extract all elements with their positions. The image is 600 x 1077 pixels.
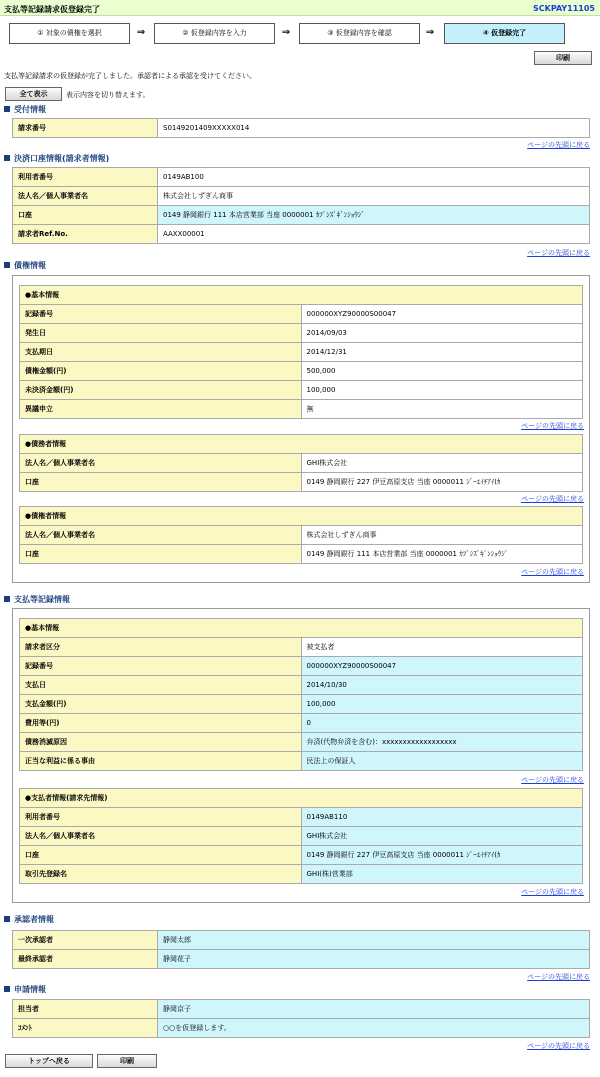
step-3: ③ 仮登録内容を確認 xyxy=(299,23,420,44)
section-marker-icon xyxy=(4,916,10,922)
field-label: 支払期日 xyxy=(20,343,302,362)
field-value: 静岡花子 xyxy=(158,950,590,969)
field-value: 0149 静岡銀行 227 伊豆高原支店 当座 0000011 ｼﾞｰｴｲﾁｱｲ(ｶ xyxy=(301,846,583,865)
section-title-request: 受付情報 xyxy=(4,104,46,115)
table-row xyxy=(13,206,590,225)
settlement-info-table xyxy=(12,167,590,244)
field-value: 100,000 xyxy=(301,695,583,714)
back-to-top-link[interactable]: ページの先頭に戻る xyxy=(521,776,584,784)
screen-id: SCKPAY11105 xyxy=(532,4,595,13)
table-row xyxy=(13,1019,590,1038)
field-label: 法人名／個人事業者名 xyxy=(13,187,158,206)
field-label: 費用等(円) xyxy=(20,714,302,733)
table-row xyxy=(13,950,590,969)
table-row xyxy=(20,305,583,324)
section-marker-icon xyxy=(4,596,10,602)
table-row xyxy=(20,473,583,492)
step-2: ② 仮登録内容を入力 xyxy=(154,23,275,44)
payment-basic-table xyxy=(19,618,583,771)
table-row xyxy=(20,526,583,545)
table-row xyxy=(13,1000,590,1019)
back-to-top-link[interactable]: ページの先頭に戻る xyxy=(521,422,584,430)
table-row xyxy=(20,827,583,846)
field-value: 0149AB110 xyxy=(301,808,583,827)
field-label: 担当者 xyxy=(13,1000,158,1019)
field-label: 正当な利益に係る事由 xyxy=(20,752,302,771)
field-value: GHI株式会社 xyxy=(301,454,583,473)
field-value: 2014/12/31 xyxy=(301,343,583,362)
back-to-top-page-button[interactable]: トップへ戻る xyxy=(5,1054,93,1068)
field-label: 債権金額(円) xyxy=(20,362,302,381)
section-marker-icon xyxy=(4,262,10,268)
table-row xyxy=(20,865,583,884)
field-label: 口座 xyxy=(20,545,302,564)
field-label: 未決済金額(円) xyxy=(20,381,302,400)
field-label: 一次承認者 xyxy=(13,931,158,950)
approver-info-table xyxy=(12,930,590,969)
field-label: 記録番号 xyxy=(20,305,302,324)
table-row xyxy=(20,381,583,400)
field-label: 法人名／個人事業者名 xyxy=(20,526,302,545)
field-label: 請求番号 xyxy=(13,119,158,138)
subsection-title: ●債務者情報 xyxy=(20,435,583,454)
claim-debtor-table xyxy=(19,434,583,492)
step-1: ① 対象の債権を選択 xyxy=(9,23,130,44)
field-value: AAXX00001 xyxy=(158,225,590,244)
field-value: 000000XYZ90000S00047 xyxy=(301,305,583,324)
field-value: S0149201409XXXXX014 xyxy=(158,119,590,138)
claim-creditor-table xyxy=(19,506,583,564)
field-label: 発生日 xyxy=(20,324,302,343)
field-value: 静岡太郎 xyxy=(158,931,590,950)
table-row xyxy=(20,324,583,343)
field-label: 記録番号 xyxy=(20,657,302,676)
subsection-title: ●債権者情報 xyxy=(20,507,583,526)
field-value: 0149 静岡銀行 227 伊豆高原支店 当座 0000011 ｼﾞｰｴｲﾁｱｲ(ｶ xyxy=(301,473,583,492)
field-label: 法人名／個人事業者名 xyxy=(20,454,302,473)
payment-payer-table xyxy=(19,788,583,884)
step-arrow-icon: ⇒ xyxy=(425,27,435,38)
section-marker-icon xyxy=(4,106,10,112)
subsection-title: ●基本情報 xyxy=(20,286,583,305)
table-row xyxy=(20,545,583,564)
table-row xyxy=(20,676,583,695)
show-all-button[interactable]: 全て表示 xyxy=(5,87,62,101)
field-value: ○○を仮登録します。 xyxy=(158,1019,590,1038)
back-to-top-link[interactable]: ページの先頭に戻る xyxy=(527,249,590,257)
back-to-top-link[interactable]: ページの先頭に戻る xyxy=(521,495,584,503)
completion-message: 支払等記録請求の仮登録が完了しました。承認者による承認を受けてください。 xyxy=(4,72,256,80)
table-row xyxy=(20,733,583,752)
field-label: ｺﾒﾝﾄ xyxy=(13,1019,158,1038)
field-label: 口座 xyxy=(20,846,302,865)
table-row xyxy=(20,695,583,714)
print-button-bottom[interactable]: 印刷 xyxy=(97,1054,157,1068)
field-label: 利用者番号 xyxy=(13,168,158,187)
field-value: 2014/10/30 xyxy=(301,676,583,695)
back-to-top-link[interactable]: ページの先頭に戻る xyxy=(521,888,584,896)
field-value: 100,000 xyxy=(301,381,583,400)
field-value: 0149AB100 xyxy=(158,168,590,187)
step-arrow-icon: ⇒ xyxy=(281,27,291,38)
back-to-top-link[interactable]: ページの先頭に戻る xyxy=(527,141,590,149)
print-button-top[interactable]: 印刷 xyxy=(534,51,592,65)
table-row xyxy=(20,714,583,733)
field-label: 請求者区分 xyxy=(20,638,302,657)
table-row xyxy=(13,119,590,138)
back-to-top-link[interactable]: ページの先頭に戻る xyxy=(527,973,590,981)
field-label: 口座 xyxy=(13,206,158,225)
back-to-top-link[interactable]: ページの先頭に戻る xyxy=(521,568,584,576)
show-all-description: 表示内容を切り替えます。 xyxy=(66,91,150,99)
table-row xyxy=(13,187,590,206)
table-row xyxy=(20,846,583,865)
field-value: GHI株式会社 xyxy=(301,827,583,846)
field-label: 異議申立 xyxy=(20,400,302,419)
field-label: 請求者Ref.No. xyxy=(13,225,158,244)
table-row xyxy=(13,225,590,244)
field-label: 支払金額(円) xyxy=(20,695,302,714)
field-value: 無 xyxy=(301,400,583,419)
table-row xyxy=(20,343,583,362)
field-value: 被支払者 xyxy=(301,638,583,657)
table-row xyxy=(13,931,590,950)
table-row xyxy=(20,657,583,676)
subsection-title: ●基本情報 xyxy=(20,619,583,638)
field-label: 口座 xyxy=(20,473,302,492)
section-title-approver: 承認者情報 xyxy=(4,914,54,925)
field-value: 000000XYZ90000S00047 xyxy=(301,657,583,676)
field-value: 民法上の保証人 xyxy=(301,752,583,771)
field-value: 弁済(代物弁済を含む)：xxxxxxxxxxxxxxxxxx xyxy=(301,733,583,752)
back-to-top-link[interactable]: ページの先頭に戻る xyxy=(527,1042,590,1050)
field-label: 取引先登録名 xyxy=(20,865,302,884)
field-value: 静岡京子 xyxy=(158,1000,590,1019)
section-title-claim: 債権情報 xyxy=(4,260,46,271)
section-title-application: 申請情報 xyxy=(4,984,46,995)
table-row xyxy=(20,638,583,657)
application-info-table xyxy=(12,999,590,1038)
table-row xyxy=(20,808,583,827)
field-value: 500,000 xyxy=(301,362,583,381)
table-row xyxy=(13,168,590,187)
step-indicator xyxy=(9,23,577,44)
section-marker-icon xyxy=(4,155,10,161)
field-value: 株式会社しずぎん商事 xyxy=(301,526,583,545)
section-title-settlement: 決済口座情報(請求者情報) xyxy=(4,153,109,164)
field-value: GHI(株)営業部 xyxy=(301,865,583,884)
section-title-payment: 支払等記録情報 xyxy=(4,594,70,605)
field-value: 0149 静岡銀行 111 本店営業部 当座 0000001 ｶﾌﾞｼｽﾞｷﾞﾝｼｮｳｼﾞ xyxy=(301,545,583,564)
claim-basic-table xyxy=(19,285,583,419)
table-row xyxy=(20,362,583,381)
field-label: 利用者番号 xyxy=(20,808,302,827)
field-value: 株式会社しずぎん商事 xyxy=(158,187,590,206)
table-row xyxy=(20,454,583,473)
step-4-current: ④ 仮登録完了 xyxy=(444,23,565,44)
subsection-title: ●支払者情報(請求先情報) xyxy=(20,789,583,808)
field-label: 支払日 xyxy=(20,676,302,695)
field-value: 2014/09/03 xyxy=(301,324,583,343)
field-label: 法人名／個人事業者名 xyxy=(20,827,302,846)
field-value: 0 xyxy=(301,714,583,733)
table-row xyxy=(20,400,583,419)
table-row xyxy=(20,752,583,771)
field-label: 債務消滅原因 xyxy=(20,733,302,752)
request-info-table xyxy=(12,118,590,138)
field-label: 最終承認者 xyxy=(13,950,158,969)
page-header xyxy=(0,0,600,16)
section-marker-icon xyxy=(4,986,10,992)
field-value: 0149 静岡銀行 111 本店営業部 当座 0000001 ｶﾌﾞｼｽﾞｷﾞﾝｼｮｳｼﾞ xyxy=(158,206,590,225)
page-title: 支払等記録請求仮登録完了 xyxy=(4,5,100,14)
step-arrow-icon: ⇒ xyxy=(136,27,146,38)
